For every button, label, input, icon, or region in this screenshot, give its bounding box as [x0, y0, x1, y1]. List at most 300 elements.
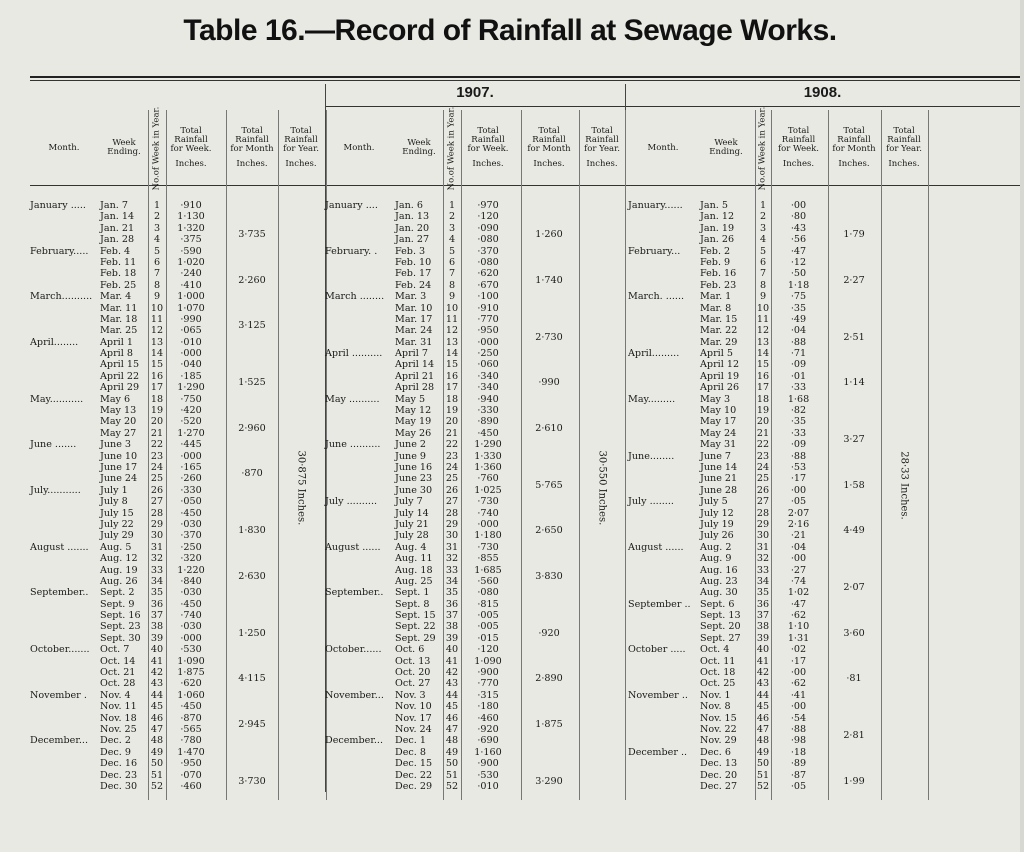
week-number-cell: 24 — [756, 461, 770, 473]
weekly-rainfall-cell: ·730 — [477, 496, 499, 508]
week-ending-cell: May 19 — [395, 416, 432, 428]
monthly-rainfall-cell: 3·735 — [238, 229, 266, 241]
monthly-rainfall-cell: 2·07 — [843, 582, 865, 594]
monthly-total-header — [226, 114, 278, 182]
week-number-cell: 39 — [756, 632, 770, 644]
week-ending-cell: Nov. 3 — [395, 689, 426, 701]
monthly-rainfall-cell: 1·79 — [843, 229, 865, 241]
week-number-cell: 44 — [756, 689, 770, 701]
week-number-cell: 4 — [153, 234, 161, 246]
weekly-rainfall-cell: ·070 — [180, 769, 202, 781]
week-number-cell: 43 — [150, 678, 164, 690]
month-cell: December .. — [628, 746, 688, 758]
header-text: Total — [290, 126, 312, 136]
week-number-cell: 20 — [445, 416, 459, 428]
weekly-rainfall-cell: ·740 — [477, 507, 499, 519]
monthly-rainfall-cell: 4·115 — [238, 673, 266, 685]
weekly-rainfall-cell: 1·360 — [474, 461, 502, 473]
week-number-cell: 6 — [448, 256, 456, 268]
weekly-rainfall-cell: ·17 — [790, 655, 807, 667]
month-cell: December... — [30, 735, 89, 747]
weekly-total-header — [771, 114, 826, 182]
weekly-rainfall-cell: ·00 — [790, 200, 807, 211]
weekly-rainfall-cell: ·080 — [477, 256, 499, 268]
week-ending-cell: June 17 — [100, 461, 138, 473]
week-number-cell: 29 — [150, 518, 164, 530]
week-ending-cell: Oct. 27 — [395, 678, 431, 690]
weekly-rainfall-cell: 1·31 — [787, 632, 810, 644]
weekly-rainfall-cell: ·060 — [477, 359, 499, 371]
week-ending-cell: Jan. 6 — [395, 200, 423, 211]
week-ending-cell: Mar. 15 — [700, 313, 738, 325]
week-ending-cell: Nov. 18 — [100, 712, 137, 724]
week-ending-cell: June 2 — [395, 439, 427, 451]
weekly-rainfall-cell: ·21 — [790, 530, 807, 542]
week-ending-cell: Feb. 17 — [395, 268, 432, 280]
header-text: Total — [241, 126, 263, 136]
week-number-cell: 4 — [759, 234, 767, 246]
month-cell: May .......... — [325, 393, 380, 405]
weekly-rainfall-cell: ·41 — [790, 689, 807, 701]
weekly-rainfall-cell: ·54 — [790, 712, 807, 724]
weekly-rainfall-cell: 1·070 — [177, 302, 205, 314]
header-text: Month. — [48, 142, 80, 153]
week-number-cell: 43 — [756, 678, 770, 690]
header-text: Total — [538, 126, 560, 136]
weekly-rainfall-cell: ·030 — [180, 621, 202, 633]
week-number-cell: 17 — [445, 382, 459, 394]
weekly-rainfall-cell: ·950 — [180, 758, 202, 770]
week-ending-cell: June 3 — [100, 439, 132, 451]
week-number-cell: 44 — [445, 689, 459, 701]
yearly-rainfall-total: 30·550 Inches. — [596, 450, 608, 526]
week-ending-cell: Oct. 14 — [100, 655, 136, 667]
week-ending-cell: Jan. 5 — [700, 200, 728, 211]
monthly-rainfall-cell: 1·250 — [238, 627, 266, 639]
header-text: for Year. — [886, 144, 922, 154]
week-number-cell: 48 — [756, 735, 770, 747]
week-ending-cell: June 16 — [395, 461, 433, 473]
header-text: for Year. — [283, 144, 319, 154]
week-ending-cell: July 28 — [395, 530, 429, 542]
weekly-total-header — [461, 114, 515, 182]
week-ending-cell: Aug. 25 — [395, 575, 433, 587]
week-number-cell: 33 — [445, 564, 459, 576]
week-ending-cell: Nov. 4 — [100, 689, 131, 701]
week-number-header — [148, 106, 166, 190]
weekly-rainfall-cell: ·030 — [180, 587, 202, 599]
weekly-rainfall-cell: ·35 — [790, 416, 807, 428]
header-text: for Week. — [778, 144, 819, 154]
week-ending-cell: June 30 — [395, 484, 433, 496]
monthly-rainfall-cell: 1·14 — [843, 377, 865, 389]
weekly-rainfall-cell: ·010 — [180, 336, 202, 348]
monthly-rainfall-cell: 2·81 — [843, 730, 865, 742]
month-cell: February... — [628, 245, 681, 257]
week-ending-cell: Feb. 4 — [100, 245, 131, 257]
header-unit: Inches. — [285, 159, 317, 169]
monthly-total-header — [828, 114, 880, 182]
week-number-cell: 26 — [756, 484, 770, 496]
column-rule — [625, 110, 626, 800]
week-ending-cell: Nov. 8 — [700, 701, 731, 713]
weekly-rainfall-cell: ·530 — [180, 644, 202, 656]
week-number-cell: 29 — [756, 518, 770, 530]
weekly-rainfall-cell: ·82 — [790, 405, 807, 417]
week-ending-cell: Jan. 21 — [100, 222, 135, 234]
week-ending-cell: June 9 — [395, 450, 427, 462]
column-rule — [226, 110, 227, 800]
weekly-rainfall-cell: ·89 — [790, 758, 807, 770]
week-number-cell: 39 — [150, 632, 164, 644]
week-ending-cell: Aug. 9 — [700, 553, 732, 565]
week-ending-cell: Mar. 3 — [395, 291, 427, 303]
week-number-cell: 42 — [756, 667, 770, 679]
week-number-cell: 24 — [150, 461, 164, 473]
week-ending-cell: July 21 — [395, 518, 429, 530]
week-number-cell: 11 — [756, 313, 770, 325]
week-ending-cell: Sept. 9 — [100, 598, 135, 610]
monthly-rainfall-cell: 2·960 — [238, 422, 266, 434]
month-header — [325, 114, 393, 182]
header-text: Week Ending. — [402, 138, 436, 157]
week-number-cell: 2 — [153, 211, 161, 223]
week-ending-cell: May 26 — [395, 427, 432, 439]
week-number-cell: 13 — [445, 336, 459, 348]
weekly-rainfall-cell: ·49 — [790, 313, 807, 325]
week-number-cell: 45 — [150, 701, 164, 713]
week-ending-cell: Sept. 20 — [700, 621, 741, 633]
weekly-rainfall-cell: 1·130 — [177, 211, 205, 223]
week-ending-cell: April 12 — [700, 359, 740, 371]
month-cell: December... — [325, 735, 384, 747]
header-text: for Week. — [170, 144, 212, 154]
week-ending-cell: Sept. 30 — [100, 632, 141, 644]
weekly-rainfall-cell: 1·290 — [474, 439, 502, 451]
header-text: Month. — [343, 142, 375, 153]
week-number-cell: 37 — [150, 610, 164, 622]
week-number-cell: 52 — [150, 780, 164, 792]
week-number-cell: 46 — [150, 712, 164, 724]
week-ending-cell: April 5 — [700, 348, 733, 360]
weekly-rainfall-cell: ·180 — [477, 701, 499, 713]
week-number-cell: 12 — [756, 325, 770, 337]
monthly-rainfall-cell: 2·260 — [238, 274, 266, 286]
weekly-rainfall-cell: ·450 — [180, 701, 202, 713]
week-number-cell: 3 — [448, 222, 456, 234]
week-number-cell: 36 — [150, 598, 164, 610]
week-number-cell: 39 — [445, 632, 459, 644]
week-ending-cell: April 21 — [395, 370, 435, 382]
monthly-rainfall-cell: 2·945 — [238, 718, 266, 730]
header-text: Rainfall — [585, 135, 619, 145]
header-text: Total — [787, 126, 810, 136]
week-number-cell: 21 — [445, 427, 459, 439]
weekly-rainfall-cell: ·02 — [790, 644, 807, 656]
week-number-cell: 16 — [756, 370, 770, 382]
week-number-cell: 33 — [150, 564, 164, 576]
column-rule — [521, 110, 522, 800]
weekly-rainfall-cell: ·000 — [477, 518, 499, 530]
week-number-cell: 31 — [150, 541, 164, 553]
week-ending-cell: Mar. 4 — [100, 291, 132, 303]
week-ending-cell: July 26 — [700, 530, 734, 542]
week-ending-cell: Feb. 10 — [395, 256, 432, 268]
week-number-cell: 17 — [756, 382, 770, 394]
weekly-rainfall-cell: ·375 — [180, 234, 202, 246]
week-number-cell: 48 — [445, 735, 459, 747]
header-text: Total — [843, 126, 865, 136]
yearly-total-header — [278, 114, 324, 182]
week-ending-cell: Oct. 28 — [100, 678, 136, 690]
header-text: Rainfall — [887, 135, 921, 145]
week-ending-cell: April 7 — [395, 348, 428, 360]
week-ending-cell: Feb. 16 — [700, 268, 737, 280]
weekly-rainfall-cell: ·17 — [790, 473, 807, 485]
week-ending-cell: Sept. 22 — [395, 621, 436, 633]
weekly-rainfall-cell: ·165 — [180, 461, 202, 473]
weekly-rainfall-cell: ·370 — [477, 245, 499, 257]
week-number-cell: 46 — [445, 712, 459, 724]
monthly-rainfall-cell: ·990 — [538, 377, 560, 389]
header-text: for Month — [527, 144, 571, 154]
week-ending-cell: May 17 — [700, 416, 737, 428]
monthly-rainfall-cell: 2·610 — [535, 422, 563, 434]
week-number-cell: 10 — [150, 302, 164, 314]
monthly-rainfall-cell: 1·58 — [843, 479, 865, 491]
month-header — [30, 114, 98, 182]
week-ending-cell: Aug. 30 — [700, 587, 738, 599]
week-number-cell: 9 — [759, 291, 767, 303]
week-ending-cell: Dec. 23 — [100, 769, 138, 781]
weekly-rainfall-cell: ·120 — [477, 211, 499, 223]
weekly-rainfall-cell: ·88 — [790, 450, 807, 462]
week-number-cell: 34 — [756, 575, 770, 587]
week-number-cell: 25 — [756, 473, 770, 485]
week-number-cell: 37 — [756, 610, 770, 622]
header-text: Rainfall — [781, 135, 816, 145]
month-cell: February. . — [325, 245, 378, 257]
week-number-cell: 6 — [153, 256, 161, 268]
weekly-rainfall-cell: ·04 — [790, 325, 807, 337]
week-number-cell: 35 — [756, 587, 770, 599]
week-number-cell: 1 — [448, 200, 456, 211]
column-rule — [579, 110, 580, 800]
weekly-rainfall-cell: ·410 — [180, 279, 202, 291]
week-ending-cell: July 15 — [100, 507, 134, 519]
week-number-cell: 16 — [150, 370, 164, 382]
week-ending-cell: May 3 — [700, 393, 731, 405]
weekly-rainfall-cell: 1·220 — [177, 564, 205, 576]
week-ending-cell: Oct. 4 — [700, 644, 730, 656]
monthly-rainfall-cell: ·81 — [846, 673, 862, 685]
month-cell: March ........ — [325, 291, 385, 303]
week-number-cell: 35 — [445, 587, 459, 599]
weekly-rainfall-cell: ·900 — [477, 758, 499, 770]
weekly-rainfall-cell: ·53 — [790, 461, 807, 473]
week-ending-cell: Feb. 9 — [700, 256, 731, 268]
week-ending-cell: Dec. 2 — [100, 735, 131, 747]
weekly-rainfall-cell: ·80 — [790, 211, 807, 223]
week-ending-cell: Feb. 25 — [100, 279, 137, 291]
weekly-rainfall-cell: ·080 — [477, 587, 499, 599]
monthly-rainfall-cell: 1·525 — [238, 377, 266, 389]
week-number-cell: 30 — [756, 530, 770, 542]
week-ending-cell: Mar. 11 — [100, 302, 138, 314]
week-ending-cell: May 13 — [100, 405, 137, 417]
weekly-rainfall-cell: ·250 — [180, 541, 202, 553]
week-number-cell: 8 — [759, 279, 767, 291]
week-ending-cell: July 8 — [100, 496, 128, 508]
week-ending-cell: Dec. 27 — [700, 780, 738, 792]
week-ending-cell: Nov. 10 — [395, 701, 432, 713]
week-number-cell: 19 — [445, 405, 459, 417]
week-ending-cell: Jan. 14 — [100, 211, 135, 223]
header-text: Week Ending. — [107, 138, 141, 157]
week-number-cell: 2 — [759, 211, 767, 223]
week-number-cell: 49 — [150, 746, 164, 758]
year-heading-1908: 1908. — [803, 84, 842, 101]
week-ending-cell: Sept. 6 — [700, 598, 735, 610]
weekly-rainfall-cell: ·420 — [180, 405, 202, 417]
week-ending-cell: Dec. 20 — [700, 769, 738, 781]
week-number-cell: 34 — [150, 575, 164, 587]
header-text: No.of Week in Year. — [757, 106, 768, 190]
week-ending-cell: April 19 — [700, 370, 740, 382]
week-ending-cell: Nov. 25 — [100, 723, 137, 735]
monthly-rainfall-cell: 2·730 — [535, 331, 563, 343]
monthly-rainfall-cell: 3·290 — [535, 775, 563, 787]
week-ending-cell: Sept. 23 — [100, 621, 141, 633]
week-ending-cell: Dec. 30 — [100, 780, 138, 792]
weekly-rainfall-cell: ·450 — [477, 427, 499, 439]
week-number-cell: 23 — [756, 450, 770, 462]
week-ending-cell: Oct. 18 — [700, 667, 736, 679]
week-number-cell: 37 — [445, 610, 459, 622]
weekly-rainfall-cell: ·05 — [790, 780, 807, 792]
week-number-cell: 21 — [756, 427, 770, 439]
header-text: Rainfall — [471, 135, 505, 145]
weekly-rainfall-cell: 1·090 — [474, 655, 502, 667]
weekly-rainfall-cell: ·910 — [180, 200, 202, 211]
week-ending-cell: Aug. 16 — [700, 564, 738, 576]
week-ending-cell: June 7 — [700, 450, 732, 462]
week-ending-cell: Sept. 15 — [395, 610, 436, 622]
month-header — [628, 114, 698, 182]
week-ending-cell: May 10 — [700, 405, 737, 417]
weekly-rainfall-cell: ·870 — [180, 712, 202, 724]
weekly-rainfall-cell: ·030 — [180, 518, 202, 530]
week-number-cell: 5 — [153, 245, 161, 257]
weekly-rainfall-cell: ·315 — [477, 689, 499, 701]
header-text: for Year. — [584, 144, 620, 154]
year-heading-1907: 1907. — [456, 84, 494, 101]
weekly-rainfall-cell: ·940 — [477, 393, 499, 405]
week-ending-cell: July 19 — [700, 518, 734, 530]
weekly-rainfall-cell: ·000 — [180, 450, 202, 462]
week-ending-cell: Mar. 25 — [100, 325, 138, 337]
weekly-rainfall-cell: ·43 — [790, 222, 807, 234]
monthly-rainfall-cell: 2·630 — [238, 570, 266, 582]
monthly-rainfall-cell: 3·830 — [535, 570, 563, 582]
week-ending-cell: Mar. 31 — [395, 336, 433, 348]
weekly-rainfall-cell: 1·000 — [177, 291, 205, 303]
week-number-cell: 13 — [150, 336, 164, 348]
week-ending-cell: Jan. 13 — [395, 211, 430, 223]
week-ending-cell: Nov. 22 — [700, 723, 737, 735]
week-ending-cell: Mar. 1 — [700, 291, 732, 303]
weekly-rainfall-cell: ·910 — [477, 302, 499, 314]
week-number-cell: 40 — [445, 644, 459, 656]
week-ending-cell: Oct. 7 — [100, 644, 130, 656]
week-ending-cell: Jan. 7 — [100, 200, 128, 211]
yearly-total-header — [579, 114, 625, 182]
week-number-cell: 9 — [448, 291, 456, 303]
weekly-rainfall-cell: ·950 — [477, 325, 499, 337]
week-number-cell: 18 — [756, 393, 770, 405]
header-unit: Inches. — [533, 159, 565, 169]
week-number-cell: 30 — [445, 530, 459, 542]
week-ending-cell: Jan. 12 — [700, 211, 735, 223]
week-number-cell: 1 — [759, 200, 767, 211]
week-number-cell: 52 — [445, 780, 459, 792]
week-ending-cell: Jan. 28 — [100, 234, 135, 246]
week-number-cell: 41 — [150, 655, 164, 667]
week-ending-cell: Oct. 6 — [395, 644, 425, 656]
header-text: No.of Week in Year. — [446, 106, 457, 190]
week-ending-cell: Oct. 21 — [100, 667, 136, 679]
week-header — [100, 114, 148, 182]
week-ending-cell: Mar. 10 — [395, 302, 433, 314]
week-number-cell: 26 — [445, 484, 459, 496]
monthly-rainfall-cell: 2·890 — [535, 673, 563, 685]
monthly-rainfall-cell: 4·49 — [843, 525, 865, 537]
week-ending-cell: Dec. 6 — [700, 746, 731, 758]
weekly-rainfall-cell: ·890 — [477, 416, 499, 428]
week-ending-cell: Mar. 18 — [100, 313, 138, 325]
weekly-rainfall-cell: ·00 — [790, 484, 807, 496]
week-ending-cell: May 31 — [700, 439, 737, 451]
weekly-rainfall-cell: ·04 — [790, 541, 807, 553]
week-ending-cell: July 5 — [700, 496, 728, 508]
weekly-rainfall-cell: ·620 — [477, 268, 499, 280]
yearly-total-header — [881, 114, 927, 182]
weekly-rainfall-cell: 1·02 — [787, 587, 810, 599]
week-ending-cell: May 20 — [100, 416, 137, 428]
yearly-rainfall-total: 28·33 Inches. — [898, 451, 910, 520]
monthly-rainfall-cell: 1·99 — [843, 775, 865, 787]
week-ending-cell: Aug. 12 — [100, 553, 138, 565]
week-number-cell: 50 — [150, 758, 164, 770]
week-number-cell: 12 — [150, 325, 164, 337]
weekly-rainfall-cell: ·240 — [180, 268, 202, 280]
month-cell: October....... — [30, 644, 90, 656]
weekly-rainfall-cell: ·760 — [477, 473, 499, 485]
week-ending-cell: Dec. 1 — [395, 735, 426, 747]
week-number-cell: 42 — [445, 667, 459, 679]
week-number-cell: 34 — [445, 575, 459, 587]
header-text: for Month — [832, 144, 876, 154]
week-number-cell: 33 — [756, 564, 770, 576]
week-ending-cell: Dec. 29 — [395, 780, 433, 792]
header-bottom-rule — [30, 185, 1020, 186]
week-number-cell: 44 — [150, 689, 164, 701]
month-cell: July ........ — [628, 496, 674, 508]
weekly-rainfall-cell: ·090 — [477, 222, 499, 234]
weekly-total-header — [166, 114, 216, 182]
weekly-rainfall-cell: ·780 — [180, 735, 202, 747]
week-ending-cell: Sept. 13 — [700, 610, 741, 622]
